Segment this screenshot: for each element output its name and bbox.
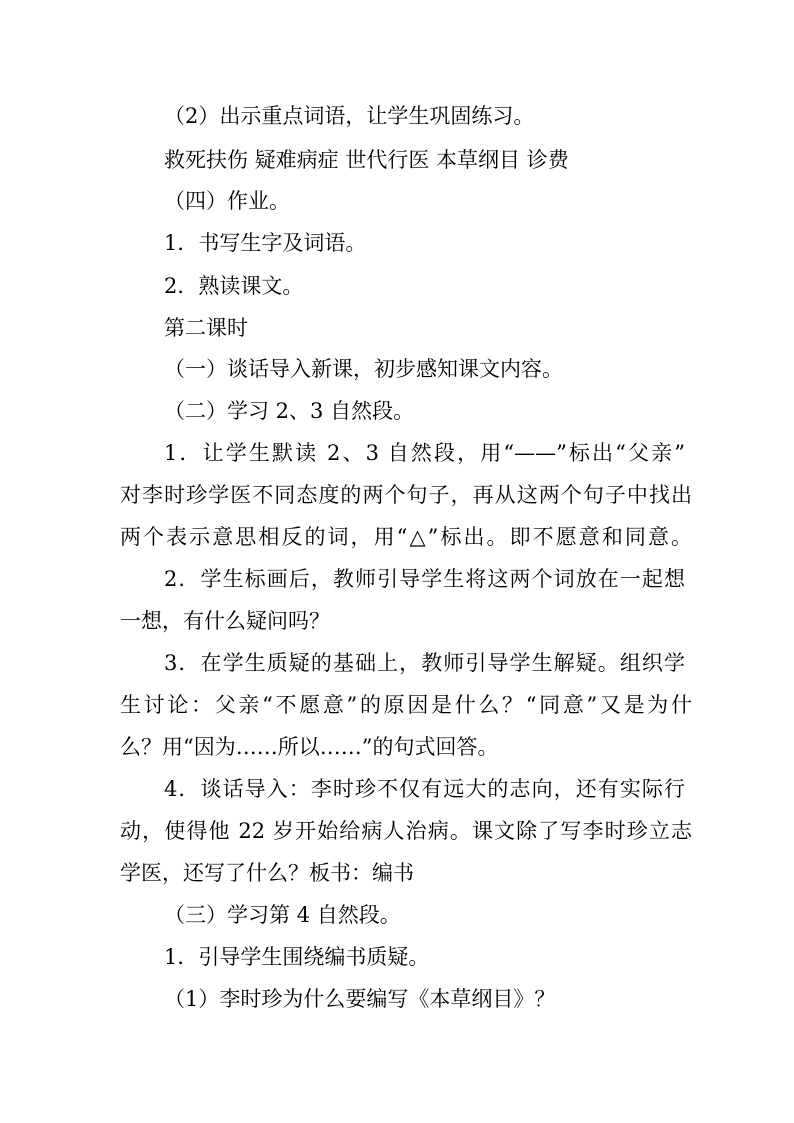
text-line: 1．书写生字及词语。	[164, 231, 367, 255]
text-line: 救死扶伤 疑难病症 世代行医 本草纲目 诊费	[164, 148, 569, 172]
text-line: 一想，有什么疑问吗？	[120, 609, 330, 633]
text-line: 生讨论：父亲“不愿意”的原因是什么？“同意”又是为什	[120, 693, 692, 717]
text-line: （一）谈话导入新课，初步感知课文内容。	[164, 357, 563, 381]
text-line: 对李时珍学医不同态度的两个句子，再从这两个句子中找出	[120, 483, 692, 507]
text-line: 第二课时	[164, 316, 248, 340]
text-line: 1．引导学生围绕编书质疑。	[164, 945, 430, 969]
text-line: 3．在学生质疑的基础上，教师引导学生解疑。组织学	[164, 651, 685, 675]
text-line: 2．学生标画后，教师引导学生将这两个词放在一起想	[164, 567, 685, 591]
text-line: 学医，还写了什么？板书：编书	[120, 861, 414, 885]
text-line: 1．让学生默读 2、3 自然段，用“——”标出“父亲”	[164, 441, 685, 465]
text-line: 2．熟读课文。	[164, 274, 304, 298]
text-line: （四）作业。	[164, 189, 290, 213]
text-line: （1）李时珍为什么要编写《本草纲目》？	[164, 987, 556, 1011]
text-line: （二）学习 2、3 自然段。	[164, 399, 415, 423]
text-line: 两个表示意思相反的词，用“△”标出。即不愿意和同意。	[120, 525, 692, 549]
text-line: （2）出示重点词语，让学生巩固练习。	[164, 104, 535, 128]
text-line: （三）学习第 4 自然段。	[164, 903, 401, 927]
text-line: 动，使得他 22 岁开始给病人治病。课文除了写李时珍立志	[120, 819, 692, 843]
text-line: 么？用“因为……所以……”的句式回答。	[120, 735, 499, 759]
text-line: 4．谈话导入：李时珍不仅有远大的志向，还有实际行	[164, 777, 685, 801]
